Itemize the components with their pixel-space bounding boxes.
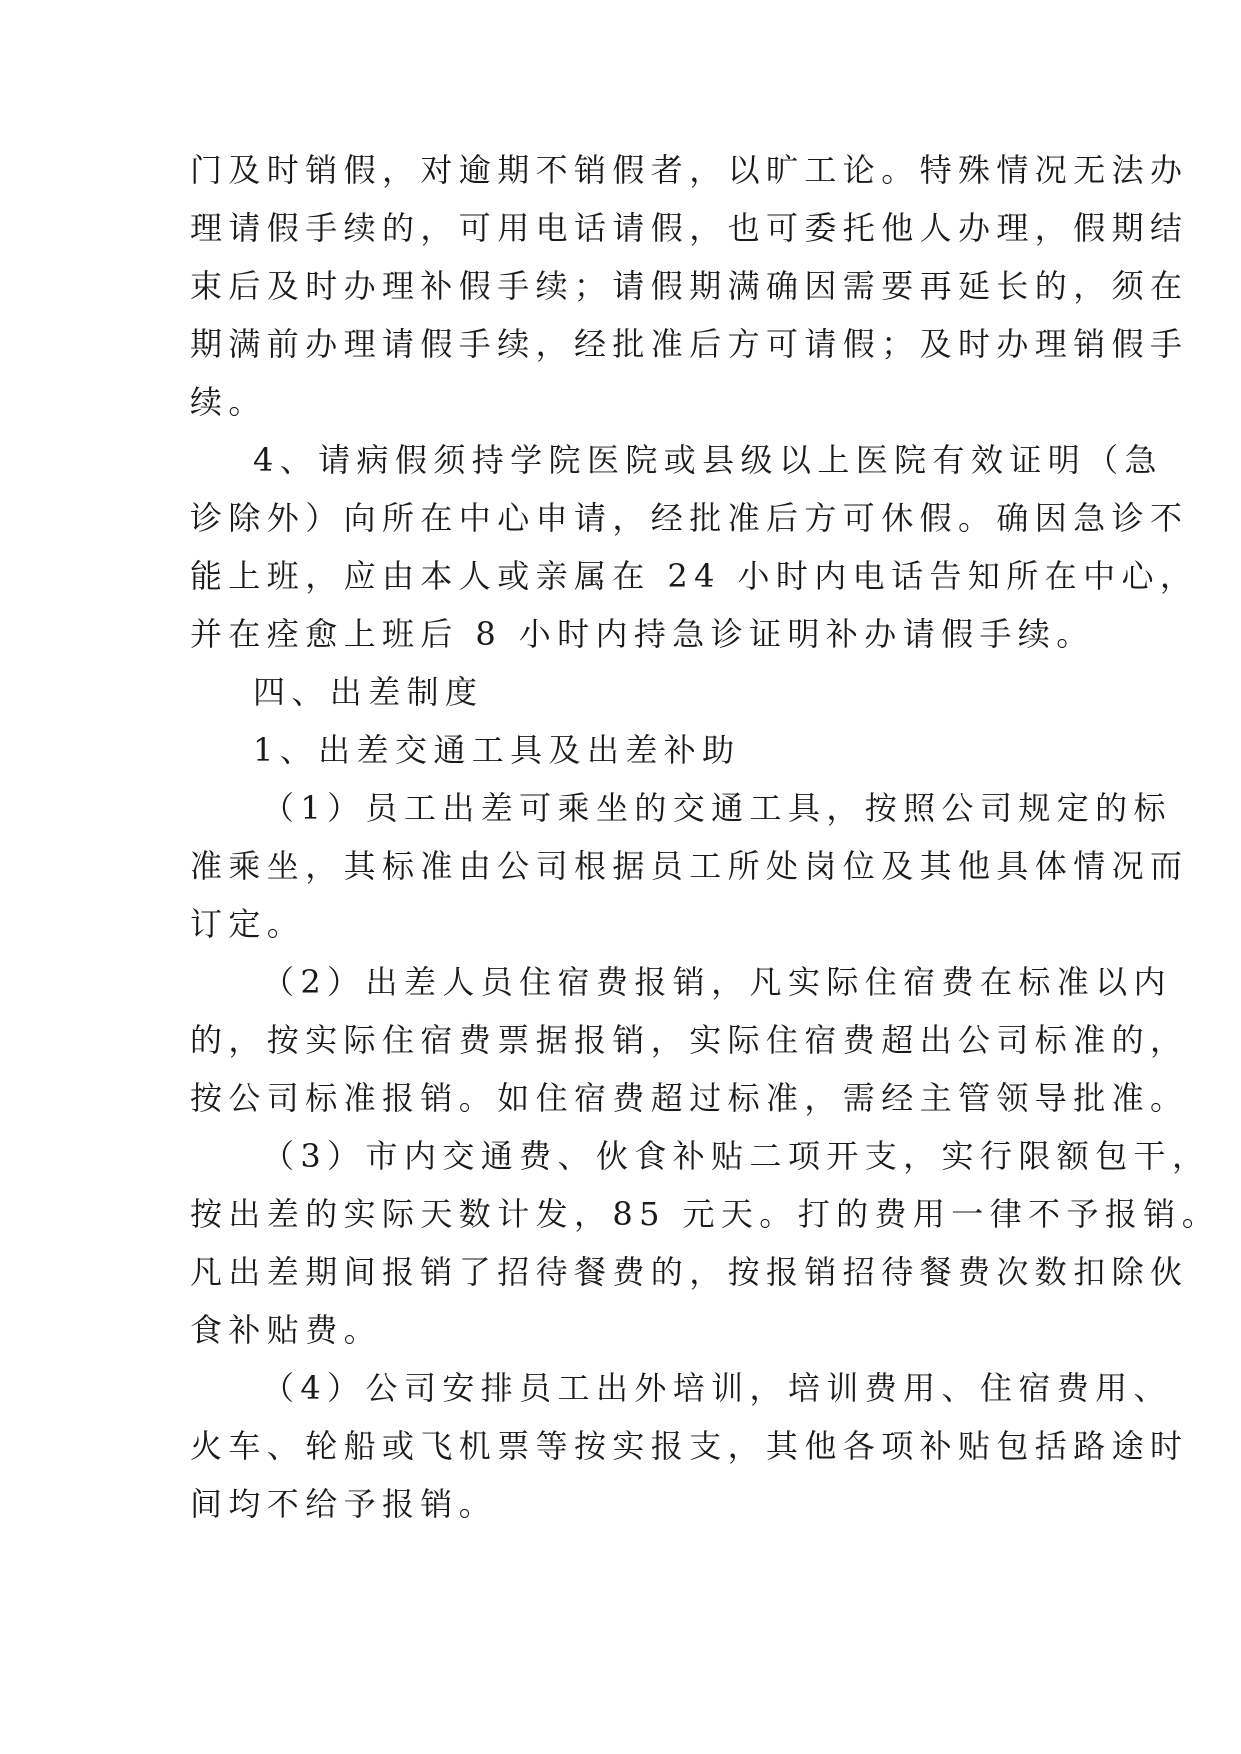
section-heading: 四、出差制度 <box>253 673 484 711</box>
text-line: （1）员工出差可乘坐的交通工具，按照公司规定的标 <box>262 789 1172 827</box>
subsection-heading: 1、出差交通工具及出差补助 <box>253 731 741 769</box>
text-line: 凡出差期间报销了招待餐费的，按报销招待餐费次数扣除伙 <box>190 1253 1189 1291</box>
text-line: 订定。 <box>190 905 306 943</box>
text-line: 按公司标准报销。如住宿费超过标准，需经主管领导批准。 <box>190 1079 1189 1117</box>
text-line: 期满前办理请假手续，经批准后方可请假；及时办理销假手 <box>190 325 1189 363</box>
text-line: （3）市内交通费、伙食补贴二项开支，实行限额包干， <box>262 1137 1211 1175</box>
text-line: 火车、轮船或飞机票等按实报支，其他各项补贴包括路途时 <box>190 1427 1189 1465</box>
text-line: 理请假手续的，可用电话请假，也可委托他人办理，假期结 <box>190 209 1189 247</box>
text-line: 束后及时办理补假手续；请假期满确因需要再延长的，须在 <box>190 267 1189 305</box>
text-line: 间均不给予报销。 <box>190 1485 498 1523</box>
text-line: 续。 <box>190 383 267 421</box>
text-line: 4、请病假须持学院医院或县级以上医院有效证明（急 <box>253 441 1163 479</box>
text-line: 准乘坐，其标准由公司根据员工所处岗位及其他具体情况而 <box>190 847 1189 885</box>
text-line: （2）出差人员住宿费报销，凡实际住宿费在标准以内 <box>262 963 1172 1001</box>
text-line: 按出差的实际天数计发，85 元天。打的费用一律不予报销。 <box>190 1195 1221 1233</box>
text-line: 并在痊愈上班后 8 小时内持急诊证明补办请假手续。 <box>190 615 1095 653</box>
text-line: 能上班，应由本人或亲属在 24 小时内电话告知所在中心， <box>190 557 1199 595</box>
text-line: 食补贴费。 <box>190 1311 383 1349</box>
text-line: 诊除外）向所在中心申请，经批准后方可休假。确因急诊不 <box>190 499 1189 537</box>
text-line: （4）公司安排员工出外培训，培训费用、住宿费用、 <box>262 1369 1172 1407</box>
text-line: 的，按实际住宿费票据报销，实际住宿费超出公司标准的， <box>190 1021 1189 1059</box>
text-line: 门及时销假，对逾期不销假者，以旷工论。特殊情况无法办 <box>190 151 1189 189</box>
